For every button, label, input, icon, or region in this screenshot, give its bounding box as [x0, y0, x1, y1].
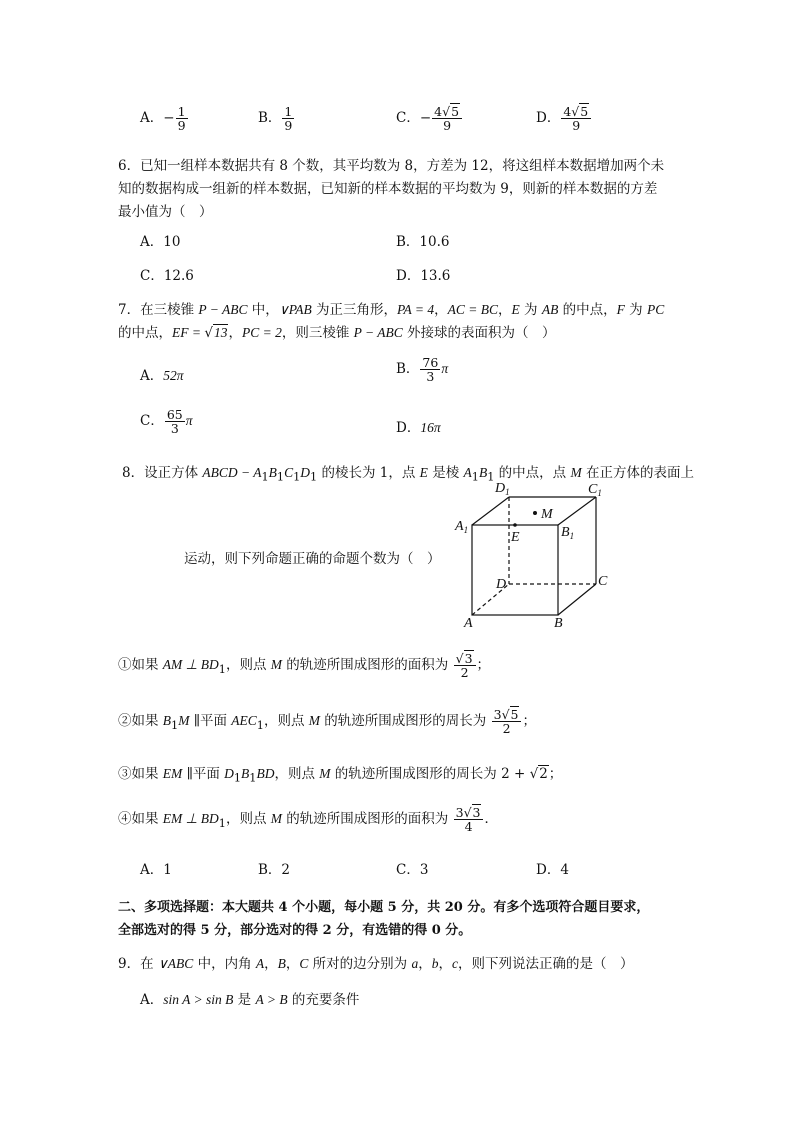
q6-option-a: A．10: [140, 234, 181, 250]
text: 是棱: [427, 465, 464, 481]
q7-option-c: [140, 408, 193, 435]
radicand: 3: [472, 805, 481, 820]
math: P − ABC: [353, 325, 403, 340]
q8-statement-2: [118, 708, 536, 735]
q7-option-b: [396, 356, 448, 383]
circled-number: ④: [118, 811, 132, 828]
q8-statement-3: ③如果 EM ∥平面 $D_1B_1BD$，则点 M 的轨迹所围成图形的周长为 2 + √2；: [118, 766, 563, 785]
text: 为: [519, 302, 542, 318]
label-d1: $D_1$: [495, 481, 510, 497]
section-2-header-line-1: 二、多项选择题：本大题共 4 个小题，每小题 5 分，共 20 分。有多个选项符合题目要求，: [118, 900, 650, 915]
text: 9．在: [118, 956, 158, 972]
label-b: B: [554, 616, 563, 630]
math: B: [162, 713, 172, 729]
math: 52π: [163, 368, 184, 383]
cube-top-right-edge: [558, 497, 596, 525]
text: ，则点: [225, 657, 271, 674]
text: 的充要条件: [287, 992, 360, 1008]
q7-line-2: 的中点，EF = √13，PC = 2，则三棱锥 P − ABC 外接球的表面积为（ ）: [118, 325, 556, 341]
fraction: [176, 105, 188, 132]
math: c: [451, 956, 458, 971]
point-m: [533, 511, 537, 515]
numerator: 3√5: [492, 708, 522, 722]
radicand: 13: [213, 325, 228, 340]
q8-option-d: D．4: [536, 862, 569, 878]
section-2-header-line-2: 全部选对的得 5 分，部分选对的得 2 分，有选错的得 0 分。: [118, 923, 472, 938]
q5-option-a: [140, 105, 189, 132]
math: M: [319, 766, 331, 781]
text: 为正三角形，: [311, 302, 397, 318]
subscript: 1: [276, 470, 285, 484]
math: P − ABC: [198, 302, 248, 317]
text: 的轨迹所围成图形的周长为: [320, 713, 491, 730]
math: AB: [541, 302, 559, 317]
math: EM: [162, 766, 183, 781]
text: ，则点: [274, 766, 320, 782]
subscript: 1: [218, 662, 226, 676]
q8-line-2: 运动，则下列命题正确的命题个数为（ ）: [184, 551, 441, 567]
math: E: [419, 465, 428, 480]
denominator: 2: [460, 665, 469, 681]
text: 是: [233, 992, 256, 1008]
math: A: [255, 956, 265, 971]
numerator: 65: [166, 407, 183, 422]
option-label: A．: [140, 110, 164, 127]
math: C: [299, 956, 309, 971]
option-label: B．: [258, 110, 282, 127]
subscript: 1: [487, 470, 495, 484]
math: ∨PAB: [278, 302, 312, 317]
text: ，: [264, 956, 278, 972]
math: M: [270, 811, 283, 827]
subscript: 1: [171, 718, 179, 732]
math: E: [511, 302, 520, 317]
fraction: [492, 708, 522, 735]
label-d: D: [496, 577, 507, 592]
text: 如果: [131, 657, 163, 674]
q9-option-a: [140, 988, 359, 1008]
q7-option-a: [140, 364, 184, 384]
text: ，则点: [263, 713, 309, 730]
option-label: A．: [140, 992, 164, 1008]
circled-number: ③: [118, 766, 132, 782]
subscript: 1: [218, 816, 226, 830]
q8-option-a: A．1: [140, 862, 172, 878]
numerator: 1: [284, 104, 293, 119]
minus-sign: −: [419, 110, 432, 127]
numerator: 3√3: [454, 806, 484, 820]
math: sin A > sin B: [163, 992, 234, 1007]
text: 如果: [131, 766, 163, 782]
math: PC: [646, 302, 665, 317]
point-e: [513, 523, 517, 527]
radicand: 5: [510, 707, 519, 722]
q8-statement-1: [118, 652, 490, 679]
q6-option-d: D．13.6: [396, 268, 451, 284]
text: ；: [476, 657, 491, 674]
text: ，则下列说法正确的是（ ）: [457, 956, 634, 972]
label-a1: $A_1$: [455, 519, 469, 535]
math: C: [284, 465, 294, 480]
pi: π: [185, 413, 193, 429]
circled-number: ①: [118, 657, 132, 674]
math: AC = BC: [447, 302, 498, 317]
radicand: 3: [464, 651, 473, 666]
math: B: [241, 766, 250, 781]
q8-option-c: C．3: [396, 862, 429, 878]
denominator: 9: [572, 118, 581, 134]
denominator: 3: [426, 369, 435, 385]
subscript: 1: [256, 718, 264, 732]
math: EF =: [172, 325, 205, 340]
math: a: [411, 956, 419, 971]
text: ，: [418, 956, 432, 972]
q8-statement-4: [118, 806, 498, 833]
q5-option-d: [536, 105, 592, 132]
math: EM ⊥ BD: [162, 811, 219, 827]
fraction: [165, 408, 185, 435]
text: ，: [438, 956, 452, 972]
label-m: M: [541, 507, 553, 522]
text: 为: [624, 302, 647, 318]
q7-line-1: [118, 298, 664, 318]
cube-top-left-edge: [472, 497, 509, 525]
math: D: [300, 465, 311, 480]
option-label: D．: [396, 420, 421, 436]
option-label: C．: [396, 110, 420, 127]
radicand: 5: [580, 104, 589, 119]
math: b: [431, 956, 439, 971]
q9-stem: [118, 952, 633, 972]
q5-option-c: [396, 105, 463, 132]
numerator: 4√5: [432, 105, 462, 119]
option-label: B．: [396, 361, 420, 378]
subscript: 1: [471, 470, 479, 484]
coefficient: 3: [493, 707, 502, 722]
denominator: 9: [443, 118, 452, 134]
math: AM ⊥ BD: [162, 657, 219, 673]
pi: π: [441, 361, 449, 377]
subscript: 1: [249, 771, 257, 785]
text: ；: [548, 766, 563, 782]
text: ，则三棱锥: [281, 325, 354, 341]
q5-option-b: [258, 105, 295, 132]
math: M: [178, 713, 190, 729]
q7-option-d: [396, 416, 441, 436]
text: 的轨迹所围成图形的面积为: [282, 657, 453, 674]
option-label: C．: [140, 413, 164, 430]
text: 的中点，点: [494, 465, 571, 481]
denominator: 2: [502, 721, 511, 737]
label-a: A: [464, 616, 473, 630]
label-e: E: [511, 530, 520, 545]
text: 如果: [131, 713, 163, 730]
math: B: [478, 465, 488, 480]
text: 的中点，: [558, 302, 617, 318]
numerator: √3: [454, 652, 476, 666]
q6-line-3: 最小值为（ ）: [118, 204, 213, 220]
fraction: [420, 356, 440, 383]
fraction: [282, 105, 294, 132]
q8-option-b: B．2: [258, 862, 291, 878]
text: 中，内角: [193, 956, 256, 972]
text: ，: [434, 302, 448, 318]
text: ，: [228, 325, 242, 341]
text: 所对的边分别为: [308, 956, 412, 972]
cube-figure: [452, 478, 632, 630]
subscript: 1: [261, 470, 269, 484]
coefficient: 4: [434, 104, 443, 119]
denominator: 3: [170, 421, 179, 437]
label-b1: $B_1$: [561, 525, 575, 541]
math: M: [270, 657, 283, 673]
text: ∥平面: [182, 766, 225, 782]
numerator: 76: [422, 355, 439, 370]
fraction: [454, 652, 476, 679]
math: ABCD − A: [202, 465, 262, 480]
math: D: [224, 766, 234, 781]
text: 8．设正方体: [122, 465, 203, 481]
text: 中，: [247, 302, 279, 318]
text: ；: [522, 713, 536, 730]
numerator: 1: [177, 104, 186, 119]
math: AEC: [231, 713, 257, 729]
denominator: 4: [464, 819, 473, 835]
fraction: [561, 105, 591, 132]
option-label: D．: [536, 110, 561, 127]
subscript: 1: [310, 470, 318, 484]
text: 的棱长为 1，点: [317, 465, 420, 481]
fraction: [432, 105, 462, 132]
text: 外接球的表面积为（ ）: [402, 325, 556, 341]
subscript: 1: [233, 771, 242, 785]
radicand: 2: [539, 766, 548, 782]
subscript: 1: [293, 470, 301, 484]
coefficient: 3: [455, 805, 464, 820]
option-label: A．: [140, 368, 164, 384]
math: F: [616, 302, 625, 317]
text: ，: [285, 956, 300, 972]
math: B: [277, 956, 286, 971]
text: 的轨迹所围成图形的面积为: [282, 811, 453, 828]
math: 16π: [420, 420, 441, 435]
text: ．: [484, 811, 498, 828]
math: M: [308, 713, 321, 729]
text: 7．在三棱锥: [118, 302, 199, 318]
text: ，则点: [225, 811, 271, 828]
math: 2 +: [501, 766, 530, 782]
text: 的轨迹所围成图形的周长为: [330, 766, 502, 782]
math: M: [570, 465, 582, 480]
math: BD: [256, 766, 275, 781]
coefficient: 4: [563, 104, 572, 119]
denominator: 9: [284, 118, 293, 134]
text: 如果: [131, 811, 163, 828]
denominator: 9: [177, 118, 186, 134]
text: 在正方体的表面上: [581, 465, 694, 481]
circled-number: ②: [118, 713, 132, 730]
label-c: C: [598, 574, 608, 589]
q6-option-b: B．10.6: [396, 234, 450, 250]
label-c1: $C_1$: [588, 482, 602, 498]
radicand: 5: [451, 104, 460, 119]
text: ，: [498, 302, 512, 318]
cube-bottom-right-edge: [558, 584, 596, 615]
q6-option-c: C．12.6: [140, 268, 194, 284]
text: ∥平面: [189, 713, 232, 730]
math: ∨ABC: [157, 956, 194, 971]
fraction: [454, 806, 484, 833]
math: A > B: [255, 992, 288, 1007]
text: 的中点，: [118, 325, 172, 341]
minus-sign: −: [163, 110, 175, 127]
math: PA = 4: [397, 302, 435, 317]
math: A: [463, 465, 472, 480]
math: PC = 2: [241, 325, 282, 340]
numerator: 4√5: [561, 105, 591, 119]
q6-line-2: 知的数据构成一组新的样本数据，已知新的样本数据的平均数为 9，则新的样本数据的方差: [118, 181, 658, 197]
q6-line-1: 6．已知一组样本数据共有 8 个数，其平均数为 8，方差为 12，将这组样本数据增加两个未: [118, 158, 665, 174]
math: B: [268, 465, 277, 480]
